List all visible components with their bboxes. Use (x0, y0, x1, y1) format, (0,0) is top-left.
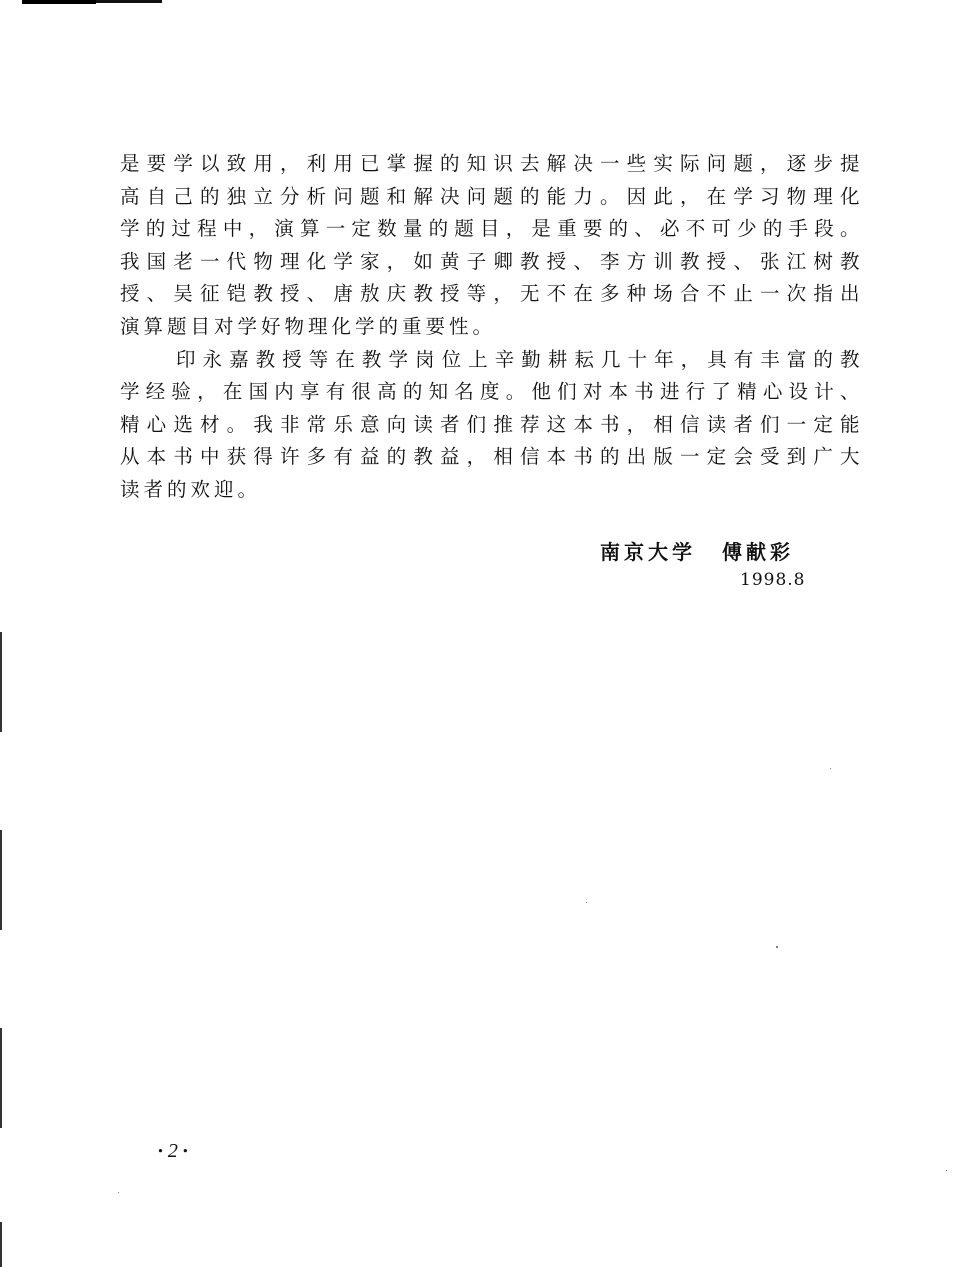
scan-speck (830, 768, 831, 769)
scan-speck (118, 1192, 119, 1193)
scan-edge-mark (0, 830, 2, 930)
scan-speck (586, 902, 587, 903)
scan-speck (776, 946, 778, 948)
page-number (158, 1140, 188, 1163)
bullet-icon: • (182, 1144, 188, 1160)
body-text (120, 148, 860, 507)
bullet-icon: • (158, 1144, 163, 1160)
scan-edge-mark (0, 1222, 2, 1267)
scan-edge-mark (0, 1028, 2, 1128)
signature (600, 536, 794, 565)
text-line: 学经验，在国内享有很高的知名度。他们对本书进行了精心设计、 (120, 380, 860, 404)
signature-date: 1998.8 (740, 570, 806, 590)
page-number-value: 2 (167, 1140, 178, 1162)
text-line: 授、吴征铠教授、唐敖庆教授等，无不在多种场合不止一次指出 (120, 282, 860, 306)
text-line: 读者的欢迎。 (120, 477, 262, 501)
top-rule-bold (22, 0, 96, 4)
text-line: 高自己的独立分析问题和解决问题的能力。因此，在学习物理化 (120, 184, 860, 208)
text-line: 学的过程中，演算一定数量的题目，是重要的、必不可少的手段。 (120, 217, 860, 241)
text-line: 我国老一代物理化学家，如黄子卿教授、李方训教授、张江树教 (120, 249, 860, 273)
text-line: 演算题目对学好物理化学的重要性。 (120, 314, 497, 338)
text-line: 印永嘉教授等在教学岗位上辛勤耕耘几十年，具有丰富的教 (176, 347, 860, 371)
signature-institution: 南京大学 (600, 540, 696, 564)
scan-edge-mark (0, 632, 2, 732)
text-line: 精心选材。我非常乐意向读者们推荐这本书，相信读者们一定能 (120, 412, 860, 436)
scan-speck (946, 1170, 947, 1171)
text-line: 从本书中获得许多有益的教益，相信本书的出版一定会受到广大 (120, 445, 860, 469)
signature-author: 傅献彩 (722, 540, 794, 564)
text-line: 是要学以致用，利用已掌握的知识去解决一些实际问题，逐步提 (120, 152, 860, 175)
